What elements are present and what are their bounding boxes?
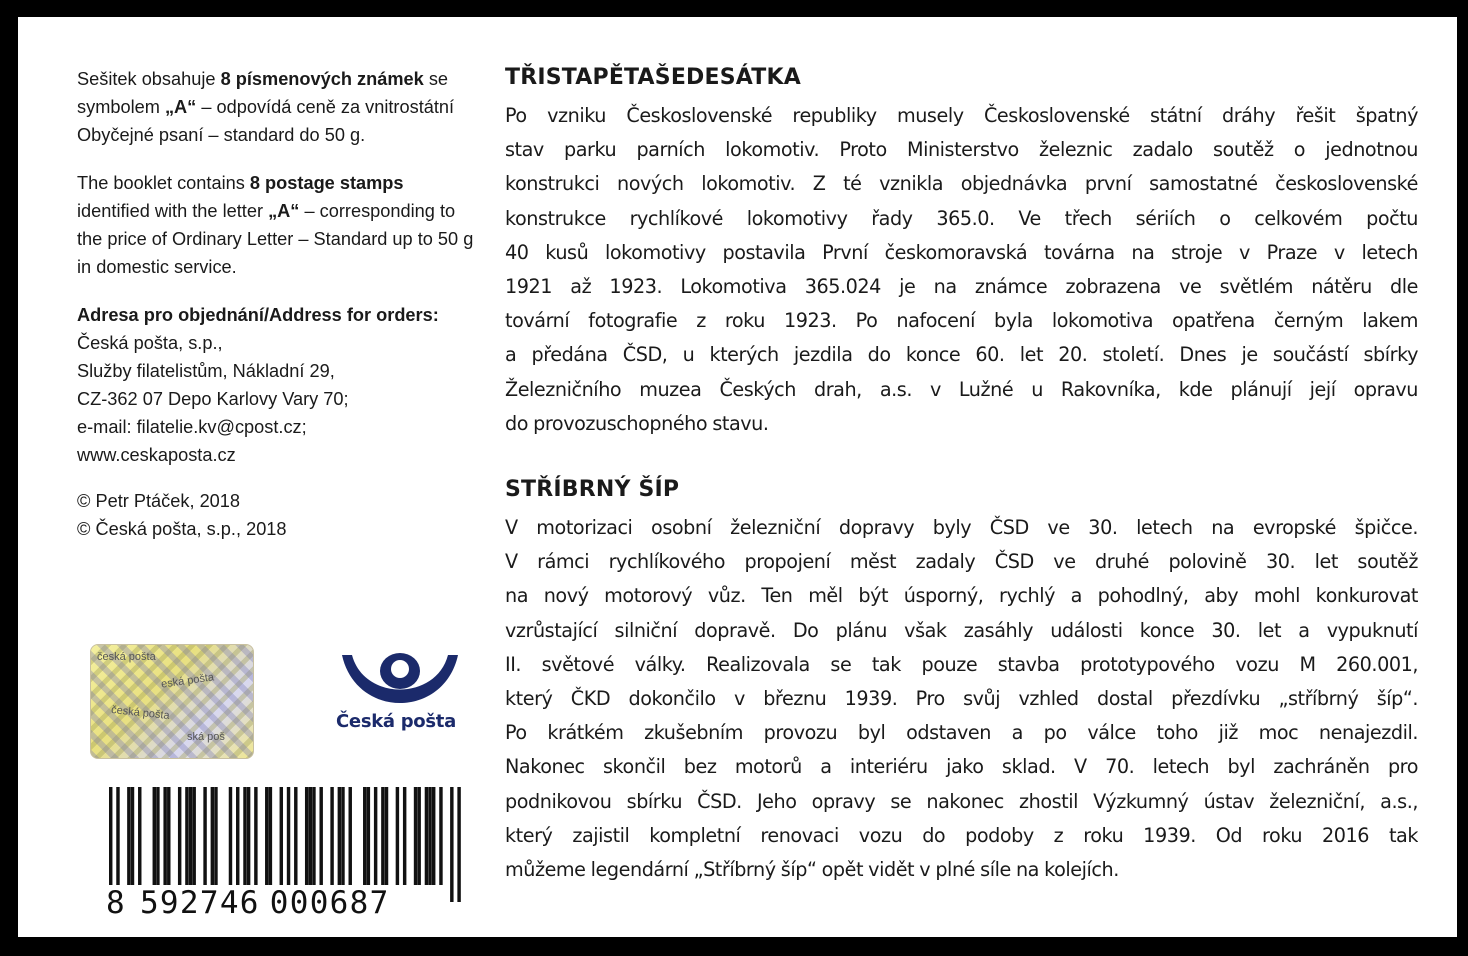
- text-line: tovární fotografie z roku 1923. Po nafocení byla lokomotiva opatřena černým lakem: [505, 309, 1418, 333]
- right-column: [505, 63, 1418, 887]
- barcode-bar: [341, 787, 344, 885]
- barcode-bar: [229, 787, 232, 885]
- barcode-bar: [203, 787, 206, 885]
- barcode-bar: [131, 787, 134, 885]
- barcode-digit-group: 000687: [269, 885, 390, 921]
- barcode-bar: [425, 787, 428, 885]
- barcode-bar: [211, 787, 214, 885]
- barcode-bar: [269, 787, 272, 885]
- barcode-bar: [167, 787, 170, 885]
- barcode-bar: [349, 787, 352, 885]
- text-line: stav parku parních lokomotiv. Proto Ministerstvo železnic zadalo soutěž o jednotnou: [505, 138, 1418, 162]
- barcode-bar: [312, 787, 315, 885]
- barcode-bar: [403, 787, 406, 885]
- text: – odpovídá ceně za vnitrostátní Obyčejné psaní – standard do 50 g.: [77, 97, 455, 145]
- barcode-bar: [214, 787, 217, 885]
- barcode-number: [106, 885, 390, 921]
- barcode-bar: [127, 787, 130, 885]
- text: The booklet contains: [77, 173, 250, 193]
- text-line: a předána ČSD, u kterých jezdila do konce 60. let 20. století. Dnes je součástí sbírky: [505, 343, 1418, 367]
- hologram-text: eská pošta: [160, 671, 215, 691]
- text-bold: 8 postage stamps: [249, 173, 404, 193]
- barcode-bar: [385, 787, 388, 885]
- barcode-bar: [243, 787, 246, 885]
- barcode-bar: [450, 787, 453, 902]
- text-line: konstrukci nových lokomotiv. Z té vznikla objednávka první samostatné československé: [505, 172, 1418, 196]
- text-line: 40 kusů lokomotivy postavila První českomoravská továrna na stroje v Praze v letech: [505, 240, 1418, 264]
- barcode-bar: [247, 787, 250, 885]
- text-line: do provozuschopného stavu.: [505, 411, 769, 435]
- logo-wordmark: Česká pošta: [336, 711, 456, 732]
- barcode-bar: [330, 787, 333, 885]
- barcode-bar: [414, 787, 417, 885]
- barcode-bar: [457, 787, 460, 902]
- text-bold: „A“: [268, 201, 300, 221]
- text-line: na nový motorový vůz. Ten měl být úsporný, rychlý a pohodlný, aby mohl konkurovat: [505, 584, 1418, 608]
- text-line: Po vzniku Československé republiky musely Československé státní dráhy řešit špatný: [505, 104, 1418, 127]
- barcode-bar: [432, 787, 435, 885]
- text-line: V rámci rychlíkového propojení měst zadaly ČSD ve druhé polovině 30. let soutěž: [505, 550, 1418, 574]
- barcode-bar: [265, 787, 268, 885]
- address-heading: Adresa pro objednání/Address for orders:: [77, 305, 439, 325]
- barcode-bar: [374, 787, 377, 885]
- barcode-bar: [396, 787, 399, 885]
- section-body: [505, 511, 1418, 887]
- text-line: který ČKD dokončilo v březnu 1939. Pro svůj vzhled dostal přezdívku „stříbrný šíp“.: [505, 687, 1418, 711]
- text-line: můžeme legendární „Stříbrný šíp“ opět vidět v plné síle na kolejích.: [505, 858, 1119, 882]
- text-line: vzrůstající silniční dopravě. Do plánu však zasáhly události konce 30. let a vypuknutí: [505, 618, 1418, 642]
- barcode-bar: [254, 787, 257, 885]
- address-line: Česká pošta, s.p.,: [77, 333, 223, 353]
- hologram-text: česká pošta: [97, 651, 156, 663]
- text: se symbolem: [77, 69, 449, 117]
- barcode-bar: [163, 787, 166, 885]
- barcode-bar: [156, 787, 159, 885]
- text-line: Po krátkém zkušebním provozu byl odstaven a po válce toho již moc nenajezdil.: [505, 721, 1418, 745]
- barcode-bar: [363, 787, 366, 885]
- barcode-bar: [417, 787, 420, 885]
- barcode-bar: [428, 787, 431, 885]
- section-body: [505, 99, 1418, 441]
- text-line: Železničního muzea Českých drah, a.s. v Lužné u Rakovníka, kde plánují její opravu: [505, 377, 1418, 401]
- text-line: 1921 až 1923. Lokomotiva 365.024 je na známce zobrazena ve světlém nátěru dle: [505, 275, 1418, 299]
- barcode-bar: [192, 787, 195, 885]
- address-website: www.ceskaposta.cz: [77, 445, 236, 465]
- text-line: konstrukce rychlíkové lokomotivy řady 365.0. Ve třech sériích o celkovém počtu: [505, 206, 1418, 230]
- text: – corresponding to the price of Ordinary Letter – Standard up to 50 g in domestic service.: [77, 201, 474, 277]
- barcode-digit-group: 8: [106, 885, 126, 921]
- address-line: Služby filatelistům, Nákladní 29,: [77, 361, 335, 381]
- barcode-bar: [367, 787, 370, 885]
- barcode-bar: [153, 787, 156, 885]
- barcode-bar: [338, 787, 341, 885]
- booklet-description-cz: [77, 65, 477, 149]
- text-line: II. světové války. Realizovala se tak pouze stavba prototypového vozu M 260.001,: [505, 652, 1418, 676]
- barcode-bar: [178, 787, 181, 885]
- barcode-bar: [305, 787, 308, 885]
- barcode-digit-group: 592746: [139, 885, 260, 921]
- address-email: e-mail: filatelie.kv@cpost.cz;: [77, 417, 307, 437]
- barcode-bar: [439, 787, 442, 885]
- booklet-back-card: [18, 17, 1457, 937]
- barcode-bar: [381, 787, 384, 885]
- barcode-bar: [319, 787, 322, 885]
- hologram-sticker: [90, 644, 254, 759]
- address-line: CZ-362 07 Depo Karlovy Vary 70;: [77, 389, 349, 409]
- copyright-block: [77, 487, 477, 543]
- text-bold: 8 písmenových známek: [220, 69, 424, 89]
- text-line: V motorizaci osobní železniční dopravy byly ČSD ve 30. letech na evropské špičce.: [505, 516, 1418, 540]
- order-address: [77, 301, 477, 469]
- text-bold: „A“: [164, 97, 197, 117]
- copyright-line: © Petr Ptáček, 2018: [77, 491, 241, 511]
- text-line: Nakonec skončil bez motorů a interiéru jako sklad. V 70. letech byl zachráněn pro: [505, 755, 1418, 779]
- barcode-bar: [294, 787, 297, 885]
- text: identified with the letter: [77, 201, 269, 221]
- text-line: který zajistil kompletní renovaci vozu do podoby z roku 1939. Od roku 2016 tak: [505, 823, 1418, 847]
- copyright-line: © Česká pošta, s.p., 2018: [77, 519, 287, 539]
- booklet-description-en: [77, 169, 477, 281]
- barcode-bar: [236, 787, 239, 885]
- hologram-text: česká pošta: [110, 703, 171, 723]
- section-title: STŘÍBRNÝ ŠÍP: [505, 477, 680, 503]
- barcode-bar: [309, 787, 312, 885]
- hologram-text: ská poš: [187, 731, 225, 743]
- barcode-bar: [185, 787, 188, 885]
- left-column: [77, 65, 477, 563]
- barcode-bar: [138, 787, 141, 885]
- section-title: TŘISTAPĚTAŠEDESÁTKA: [505, 65, 801, 90]
- barcode-bar: [189, 787, 192, 885]
- text-line: podnikovou sbírku ČSD. Jeho opravy se nakonec zhostil Výzkumný ústav železniční, a.s.,: [505, 789, 1418, 813]
- text: Sešitek obsahuje: [77, 69, 221, 89]
